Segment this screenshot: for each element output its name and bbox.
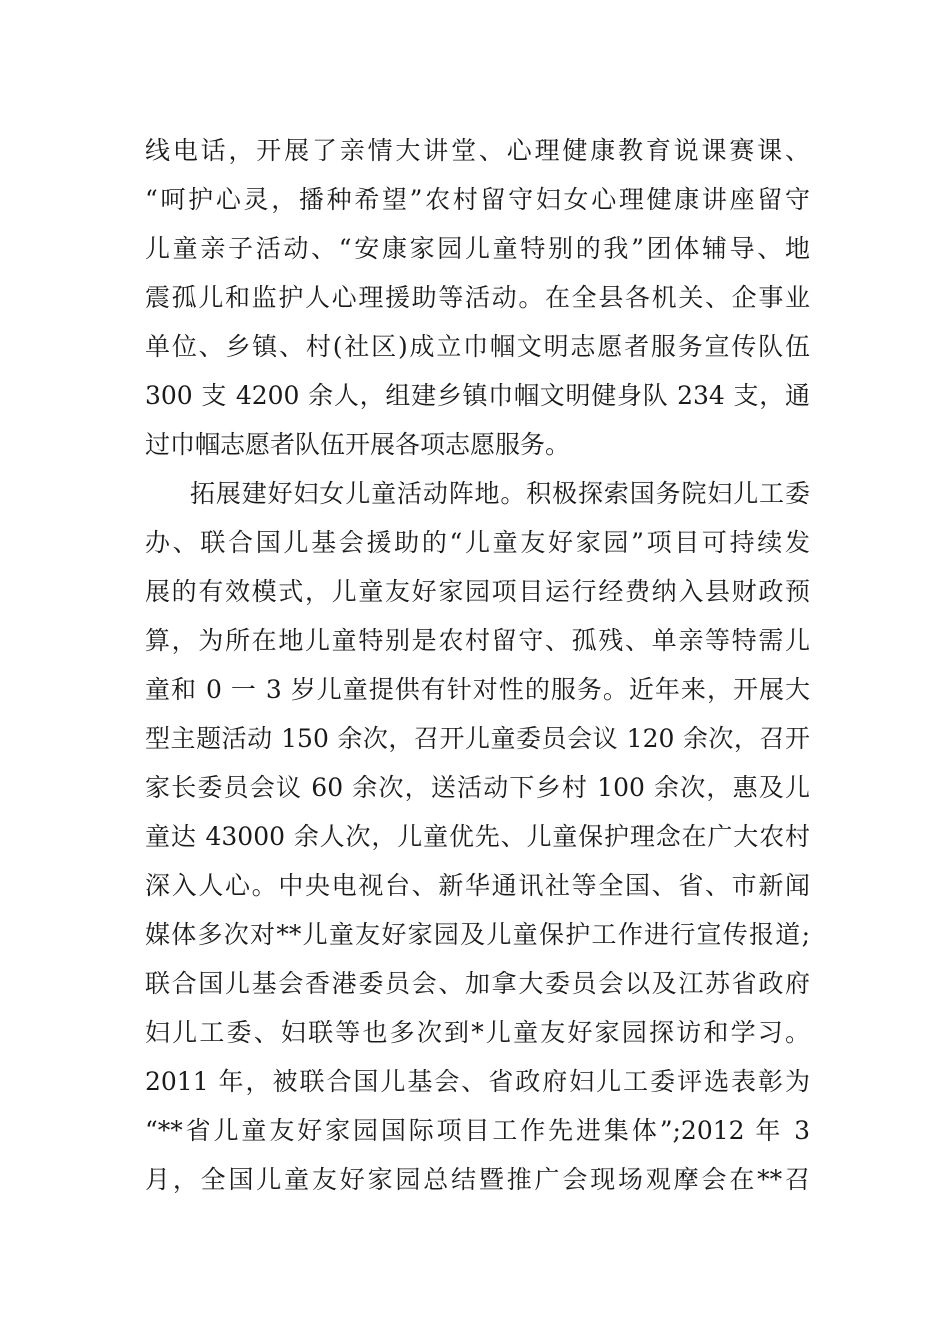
text-line: 童达 43000 余人次，儿童优先、儿童保护理念在广大农村 [145,822,810,851]
text-line: “**省儿童友好家园国际项目工作先进集体”;2012 年 3 [145,1116,810,1145]
text-line: “呵护心灵，播种希望”农村留守妇女心理健康讲座留守 [145,185,810,214]
text-line: 拓展建好妇女儿童活动阵地。积极探索国务院妇儿工委 [190,479,810,508]
text-line: 月，全国儿童友好家园总结暨推广会现场观摩会在**召 [145,1165,810,1194]
text-line: 妇儿工委、妇联等也多次到*儿童友好家园探访和学习。 [145,1018,810,1047]
text-line: 童和 0 一 3 岁儿童提供有针对性的服务。近年来，开展大 [145,675,810,704]
text-line: 展的有效模式，儿童友好家园项目运行经费纳入县财政预 [145,577,810,606]
text-line: 单位、乡镇、村(社区)成立巾帼文明志愿者服务宣传队伍 [145,332,810,361]
text-line: 算，为所在地儿童特别是农村留守、孤残、单亲等特需儿 [145,626,810,655]
text-line: 家长委员会议 60 余次，送活动下乡村 100 余次，惠及儿 [145,773,810,802]
text-line: 深入人心。中央电视台、新华通讯社等全国、省、市新闻 [145,871,810,900]
text-line: 办、联合国儿基会援助的“儿童友好家园”项目可持续发 [145,528,810,557]
text-line: 2011 年，被联合国儿基会、省政府妇儿工委评选表彰为 [145,1067,810,1096]
text-line: 300 支 4200 余人，组建乡镇巾帼文明健身队 234 支，通 [145,381,810,410]
text-line: 媒体多次对**儿童友好家园及儿童保护工作进行宣传报道; [145,920,810,949]
text-line: 联合国儿基会香港委员会、加拿大委员会以及江苏省政府 [145,969,810,998]
text-line: 线电话，开展了亲情大讲堂、心理健康教育说课赛课、 [145,136,810,165]
text-line: 震孤儿和监护人心理援助等活动。在全县各机关、企事业 [145,283,810,312]
text-line: 型主题活动 150 余次，召开儿童委员会议 120 余次，召开 [145,724,810,753]
text-line: 过巾帼志愿者队伍开展各项志愿服务。 [145,430,571,459]
text-line: 儿童亲子活动、“安康家园儿童特别的我”团体辅导、地 [145,234,810,263]
